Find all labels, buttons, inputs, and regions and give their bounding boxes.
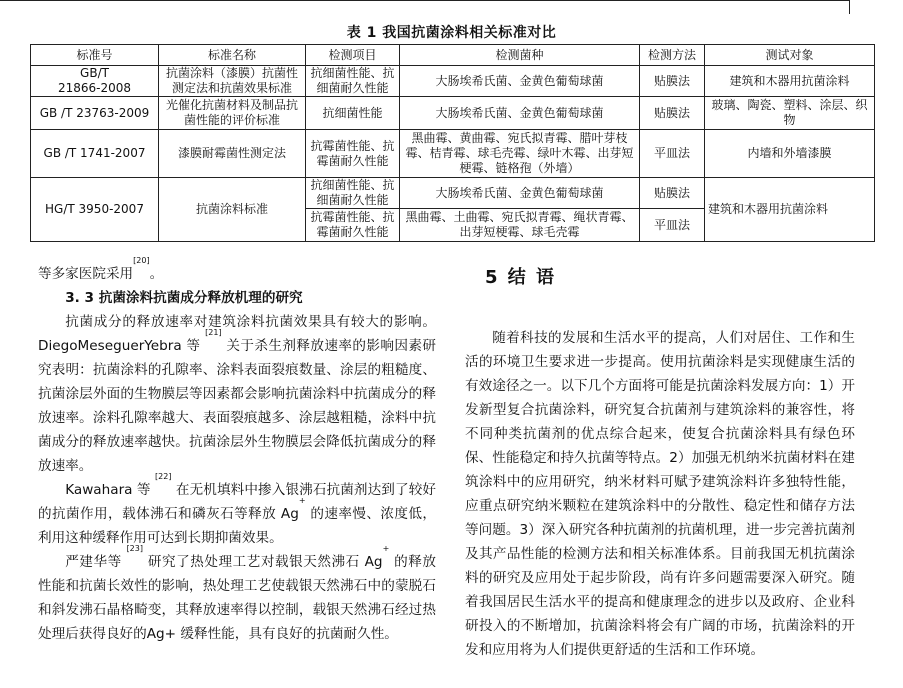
citation: [23] bbox=[126, 544, 143, 553]
header-test-species: 检测菌种 bbox=[400, 45, 640, 66]
cell-test-item: 抗细菌性能、抗细菌耐久性能 bbox=[306, 178, 400, 209]
paragraph-yan-jianhua: 严建华等 [23] 研究了热处理工艺对载银天然沸石 Ag+ 的释放性能和抗菌长效性的影响，热处理工艺使载银天然沸石中的蒙脱石和斜发沸石晶格畸变，其释放速率得以控制，载银天然沸石经过热处理后获得良好的Ag+ 缓释性能，具有良好的抗菌耐久性。 bbox=[38, 544, 436, 642]
standards-table bbox=[30, 44, 875, 242]
cell-test-species: 黑曲霉、黄曲霉、宛氏拟青霉、腊叶芽枝霉、桔青霉、球毛壳霉、绿叶木霉、出芽短梗霉、链格孢（外墙） bbox=[400, 130, 640, 178]
cell-test-item: 抗细菌性能、抗细菌耐久性能 bbox=[306, 66, 400, 97]
cell-test-method: 平皿法 bbox=[640, 209, 705, 242]
citation: [22] bbox=[155, 472, 172, 481]
table-row bbox=[31, 66, 875, 97]
superscript-plus: + bbox=[298, 496, 306, 505]
header-test-method: 检测方法 bbox=[640, 45, 705, 66]
top-rule-tick bbox=[849, 0, 850, 14]
cell-standard-name: 漆膜耐霉菌性测定法 bbox=[159, 130, 306, 178]
cell-test-target: 建筑和木器用抗菌涂料 bbox=[705, 66, 875, 97]
citation: [20] bbox=[133, 256, 150, 265]
section-heading-conclusion: 5 结 语 bbox=[485, 267, 557, 288]
section-heading-3-3: 3. 3 抗菌涂料抗菌成分释放机理的研究 bbox=[65, 290, 303, 306]
top-rule bbox=[0, 0, 849, 1]
table-row bbox=[31, 130, 875, 178]
cell-test-target: 建筑和木器用抗菌涂料 bbox=[705, 178, 875, 242]
cell-standard-name: 抗菌涂料（漆膜）抗菌性测定法和抗菌效果标准 bbox=[159, 66, 306, 97]
cell-standard-name: 抗菌涂料标准 bbox=[159, 178, 306, 242]
cell-test-item: 抗细菌性能 bbox=[306, 97, 400, 130]
table-caption: 表 1 我国抗菌涂料相关标准对比 bbox=[346, 25, 557, 41]
paragraph-release-rate: 抗菌成分的释放速率对建筑涂料抗菌效果具有较大的影响。DiegoMeseguerYebra 等 [21] 关于杀生剂释放速率的影响因素研究表明：抗菌涂料的孔隙率、涂料表面裂痕数量、涂层的粗糙度、抗菌涂层外面的生物膜层等因素都会影响抗菌涂料中抗菌成分的释放速率。涂料孔隙率越大、表面裂痕越多、涂层越粗糙，涂料中抗菌成分的释放速率越快。抗菌涂层外生物膜层会降低抗菌成分的释放速率。 bbox=[38, 314, 436, 474]
cell-test-species: 大肠埃希氏菌、金黄色葡萄球菌 bbox=[400, 178, 640, 209]
cell-test-method: 贴膜法 bbox=[640, 97, 705, 130]
table-row bbox=[31, 97, 875, 130]
cell-test-method: 贴膜法 bbox=[640, 66, 705, 97]
cell-test-target: 玻璃、陶瓷、塑料、涂层、织物 bbox=[705, 97, 875, 130]
header-standard-name: 标准名称 bbox=[159, 45, 306, 66]
paragraph-continued: 等多家医院采用[20]。 bbox=[38, 256, 164, 282]
cell-test-target: 内墙和外墙漆膜 bbox=[705, 130, 875, 178]
header-test-item: 检测项目 bbox=[306, 45, 400, 66]
right-column bbox=[465, 262, 855, 662]
header-test-target: 测试对象 bbox=[705, 45, 875, 66]
cell-test-species: 黑曲霉、土曲霉、宛氏拟青霉、绳状青霉、出芽短梗霉、球毛壳霉 bbox=[400, 209, 640, 242]
cell-standard-name: 光催化抗菌材料及制品抗菌性能的评价标准 bbox=[159, 97, 306, 130]
cell-test-method: 平皿法 bbox=[640, 130, 705, 178]
left-column bbox=[38, 256, 437, 646]
cell-standard-no: HG/T 3950-2007 bbox=[31, 178, 159, 242]
table-header-row bbox=[31, 45, 875, 66]
paragraph-kawahara: Kawahara 等 [22] 在无机填料中掺入银沸石抗菌剂达到了较好的抗菌作用，载体沸石和磷灰石等释放 Ag+ 的速率慢、浓度低，利用这种缓释作用可达到长期抑菌效果。 bbox=[38, 472, 437, 546]
cell-test-species: 大肠埃希氏菌、金黄色葡萄球菌 bbox=[400, 97, 640, 130]
superscript-plus: + bbox=[382, 544, 390, 553]
header-standard-no: 标准号 bbox=[31, 45, 159, 66]
cell-test-item: 抗霉菌性能、抗霉菌耐久性能 bbox=[306, 130, 400, 178]
cell-test-method: 贴膜法 bbox=[640, 178, 705, 209]
cell-test-species: 大肠埃希氏菌、金黄色葡萄球菌 bbox=[400, 66, 640, 97]
paragraph-conclusion: 随着科技的发展和生活水平的提高，人们对居住、工作和生活的环境卫生要求进一步提高。使用抗菌涂料是实现健康生活的有效途径之一。以下几个方面将可能是抗菌涂料发展方向：1）开发新型复合抗菌涂料，研究复合抗菌剂与建筑涂料的兼容性，将不同种类抗菌剂的优点综合起来，使复合抗菌涂料具有绿色环保、性能稳定和持久抗菌等特点。2）加强无机纳米抗菌材料在建筑涂料中的应用研究，纳米材料可赋予建筑涂料许多独特性能，应重点研究纳米颗粒在建筑涂料中的分散性、稳定性和储存方法等问题。3）深入研究各种抗菌剂的抗菌机理，进一步完善抗菌剂及其产品性能的检测方法和相关标准体系。目前我国无机抗菌涂料的研究及应用处于起步阶段，尚有许多问题需要深入研究。随着我国居民生活水平的提高和健康理念的进步以及政府、企业科研投入的不断增加，抗菌涂料将会有广阔的市场，抗菌涂料的开发和应用将为人们提供更舒适的生活和工作环境。 bbox=[465, 330, 855, 658]
table-row bbox=[31, 178, 875, 209]
cell-test-item: 抗霉菌性能、抗霉菌耐久性能 bbox=[306, 209, 400, 242]
citation: [21] bbox=[205, 328, 222, 337]
cell-standard-no: GB/T 21866-2008 bbox=[31, 66, 159, 97]
cell-standard-no: GB /T 1741-2007 bbox=[31, 130, 159, 178]
cell-standard-no: GB /T 23763-2009 bbox=[31, 97, 159, 130]
